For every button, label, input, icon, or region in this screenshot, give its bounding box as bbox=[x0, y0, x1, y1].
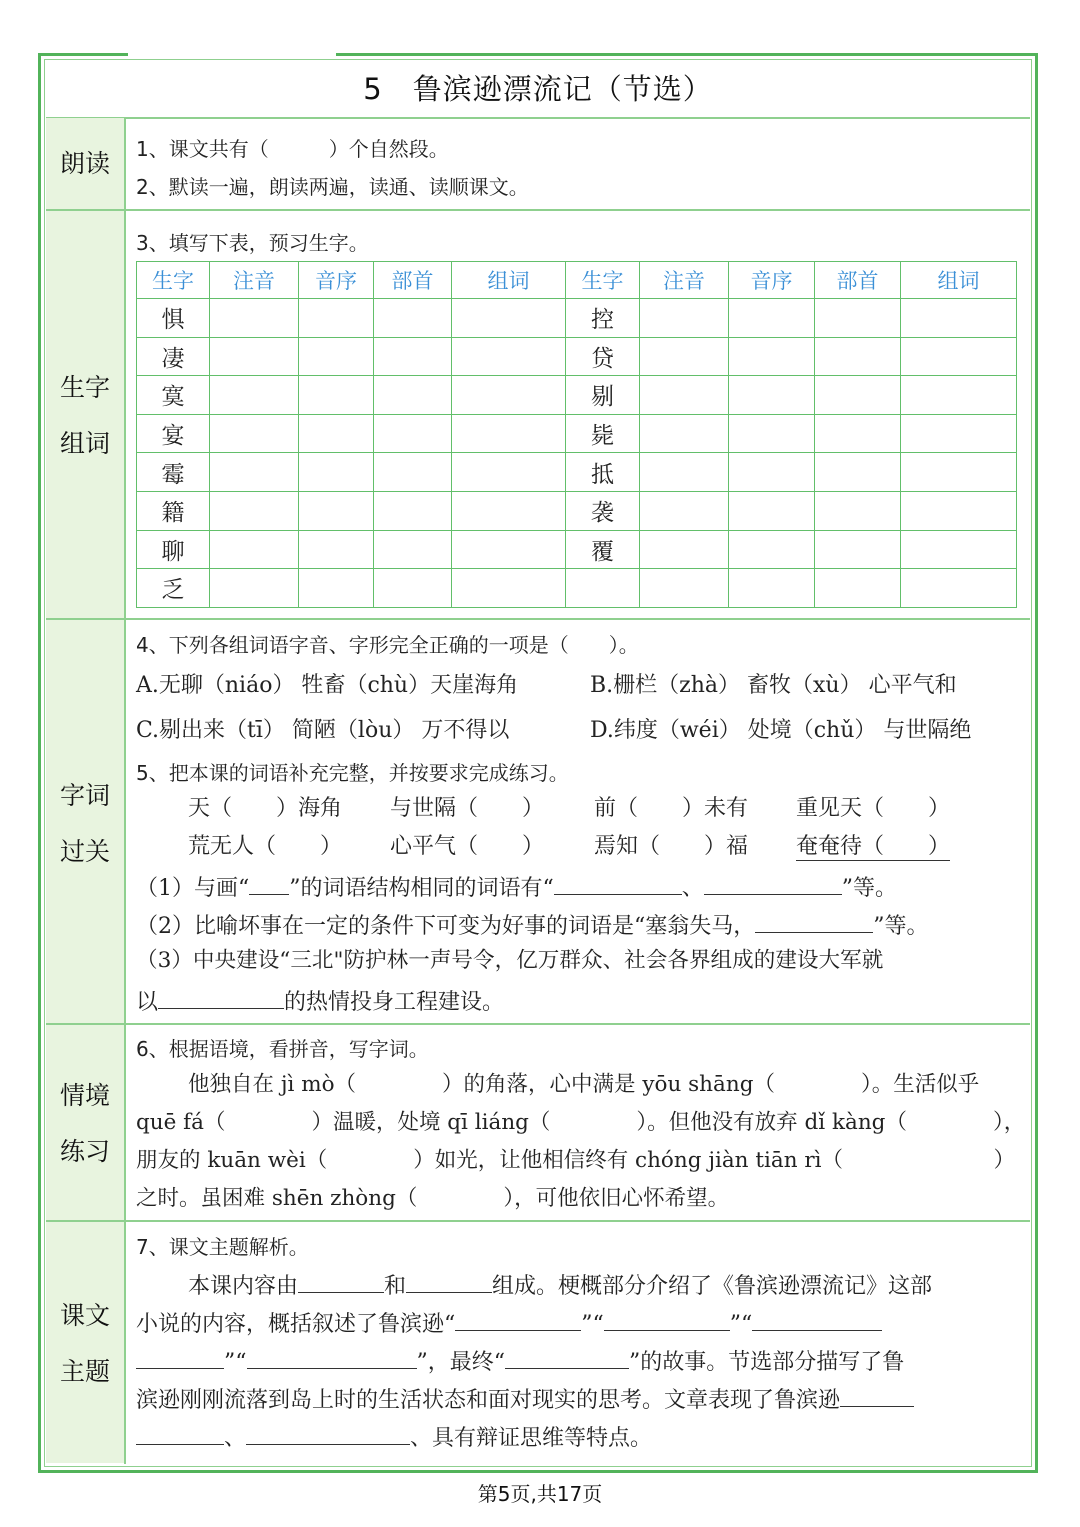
answer-cell[interactable] bbox=[210, 376, 299, 415]
answer-cell[interactable] bbox=[901, 453, 1017, 492]
col-header: 注音 bbox=[640, 262, 729, 299]
answer-cell[interactable] bbox=[729, 530, 815, 569]
answer-blank[interactable] bbox=[704, 872, 842, 895]
text-span: （1）与画“ bbox=[136, 876, 250, 901]
character-cell: 凄 bbox=[137, 337, 210, 376]
theme-line-4 bbox=[136, 1384, 914, 1414]
character-cell: 覆 bbox=[566, 530, 640, 569]
answer-cell[interactable] bbox=[815, 299, 901, 338]
answer-cell[interactable] bbox=[640, 299, 729, 338]
label-theme-1: 课文 bbox=[59, 1301, 110, 1330]
answer-cell[interactable] bbox=[640, 453, 729, 492]
answer-cell[interactable] bbox=[299, 453, 374, 492]
answer-cell[interactable] bbox=[640, 530, 729, 569]
label-reading: 朗读 bbox=[59, 149, 110, 178]
text-span: ”等。 bbox=[873, 914, 929, 939]
q4-option-b: B.栅栏（zhà） 畜牧（xù） 心平气和 bbox=[590, 673, 957, 698]
fill-item: 焉知（ ）福 bbox=[594, 834, 749, 859]
answer-cell[interactable] bbox=[452, 453, 566, 492]
q7-text: 7、课文主题解析。 bbox=[136, 1235, 309, 1259]
answer-cell[interactable] bbox=[210, 299, 299, 338]
frame-gap bbox=[128, 48, 336, 58]
fill-item: 心平气（ ） bbox=[390, 834, 545, 859]
answer-cell[interactable] bbox=[374, 530, 452, 569]
label-context-1: 情境 bbox=[59, 1081, 110, 1110]
label-words-2: 过关 bbox=[59, 837, 110, 866]
text-span: 和 bbox=[384, 1274, 407, 1299]
character-cell: 控 bbox=[566, 299, 640, 338]
answer-cell[interactable] bbox=[640, 569, 729, 608]
character-cell: 霉 bbox=[137, 453, 210, 492]
answer-cell[interactable] bbox=[729, 299, 815, 338]
q4-text: 4、下列各组词语字音、字形完全正确的一项是（ ）。 bbox=[136, 633, 639, 657]
answer-blank[interactable] bbox=[752, 1308, 882, 1331]
context-line-2: quē fá（ ）温暖，处境 qī liáng（ ）。但他没有放弃 dǐ kàng（ ）， bbox=[136, 1110, 1026, 1135]
answer-cell[interactable] bbox=[374, 453, 452, 492]
q4-option-a: A.无聊（niáo） 牲畜（chù）天崖海角 bbox=[136, 673, 519, 698]
theme-line-1 bbox=[188, 1270, 932, 1300]
answer-cell[interactable] bbox=[729, 376, 815, 415]
fill-item: 前（ ）未有 bbox=[594, 796, 749, 821]
answer-cell[interactable] bbox=[210, 337, 299, 376]
character-cell: 寞 bbox=[137, 376, 210, 415]
q4-option-c: C.剔出来（tī） 简陋（lòu） 万不得以 bbox=[136, 718, 510, 743]
answer-cell[interactable] bbox=[815, 491, 901, 530]
text-span: 组成。梗概部分介绍了《鲁滨逊漂流记》这部 bbox=[492, 1274, 933, 1299]
answer-blank[interactable] bbox=[158, 986, 284, 1009]
answer-cell[interactable] bbox=[452, 337, 566, 376]
character-cell: 抵 bbox=[566, 453, 640, 492]
answer-cell[interactable] bbox=[901, 337, 1017, 376]
answer-blank[interactable] bbox=[136, 1346, 224, 1369]
divider bbox=[46, 209, 1030, 211]
text-span: 、 bbox=[681, 876, 704, 901]
table-row bbox=[137, 414, 1017, 453]
character-cell: 贷 bbox=[566, 337, 640, 376]
q5-text: 5、把本课的词语补充完整，并按要求完成练习。 bbox=[136, 761, 569, 785]
col-header: 生字 bbox=[137, 262, 210, 299]
answer-cell[interactable] bbox=[299, 414, 374, 453]
text-span: 滨逊刚刚流落到岛上时的生活状态和面对现实的思考。文章表现了鲁滨逊 bbox=[136, 1388, 841, 1413]
answer-blank[interactable] bbox=[136, 1422, 224, 1445]
answer-cell[interactable] bbox=[901, 569, 1017, 608]
divider bbox=[46, 618, 1030, 620]
fill-item: 与世隔（ ） bbox=[390, 796, 545, 821]
theme-line-5 bbox=[136, 1422, 652, 1452]
character-cell: 剔 bbox=[566, 376, 640, 415]
table-header-row bbox=[137, 262, 1017, 299]
answer-cell[interactable] bbox=[640, 337, 729, 376]
answer-cell[interactable] bbox=[210, 453, 299, 492]
answer-cell[interactable] bbox=[452, 376, 566, 415]
table-row bbox=[137, 337, 1017, 376]
answer-cell[interactable] bbox=[210, 414, 299, 453]
answer-cell[interactable] bbox=[374, 414, 452, 453]
answer-cell[interactable] bbox=[210, 491, 299, 530]
sub-question-3-line1: （3）中央建设“三北"防护林一声号令，亿万群众、社会各界组成的建设大军就 bbox=[136, 948, 884, 973]
table-row bbox=[137, 299, 1017, 338]
answer-blank[interactable] bbox=[604, 1308, 730, 1331]
table-row bbox=[137, 453, 1017, 492]
col-header: 组词 bbox=[452, 262, 566, 299]
text-span: ”的词语结构相同的词语有“ bbox=[289, 876, 554, 901]
answer-blank[interactable] bbox=[554, 872, 682, 895]
character-cell: 惧 bbox=[137, 299, 210, 338]
label-context-2: 练习 bbox=[59, 1137, 110, 1166]
answer-cell[interactable] bbox=[452, 569, 566, 608]
table-row bbox=[137, 491, 1017, 530]
label-words-1: 字词 bbox=[59, 781, 110, 810]
text-span: （2）比喻坏事在一定的条件下可变为好事的词语是“塞翁失马， bbox=[136, 914, 756, 939]
table-row bbox=[137, 530, 1017, 569]
answer-cell[interactable] bbox=[729, 491, 815, 530]
answer-cell[interactable] bbox=[901, 414, 1017, 453]
sub-question-3-line2 bbox=[136, 986, 504, 1016]
answer-cell[interactable] bbox=[901, 376, 1017, 415]
fill-item: 荒无人（ ） bbox=[188, 834, 343, 859]
answer-cell[interactable] bbox=[374, 299, 452, 338]
fill-item: 天（ ）海角 bbox=[188, 796, 343, 821]
sub-question-2 bbox=[136, 910, 929, 940]
text-span: 以 bbox=[136, 990, 159, 1015]
answer-cell[interactable] bbox=[210, 530, 299, 569]
q1-text: 1、课文共有（ ）个自然段。 bbox=[136, 137, 449, 161]
label-characters-1: 生字 bbox=[59, 373, 110, 402]
context-line-4: 之时。虽困难 shēn zhòng（ ），可他依旧心怀希望。 bbox=[136, 1186, 730, 1211]
answer-cell[interactable] bbox=[901, 491, 1017, 530]
character-cell: 籍 bbox=[137, 491, 210, 530]
answer-blank[interactable] bbox=[755, 910, 873, 933]
answer-cell[interactable] bbox=[299, 530, 374, 569]
character-table bbox=[136, 261, 1017, 608]
divider bbox=[46, 1023, 1030, 1025]
q4-option-d: D.纬度（wéi） 处境（chǔ） 与世隔绝 bbox=[590, 718, 972, 743]
text-span: ”“ bbox=[729, 1312, 753, 1337]
label-column-divider bbox=[124, 118, 126, 1464]
text-span: ”“ bbox=[224, 1350, 247, 1375]
answer-cell[interactable] bbox=[815, 414, 901, 453]
answer-cell[interactable] bbox=[299, 376, 374, 415]
answer-cell[interactable] bbox=[729, 453, 815, 492]
character-cell: 毙 bbox=[566, 414, 640, 453]
answer-cell[interactable] bbox=[374, 376, 452, 415]
text-span: ”的故事。节选部分描写了鲁 bbox=[629, 1350, 905, 1375]
answer-cell[interactable] bbox=[452, 530, 566, 569]
answer-blank[interactable] bbox=[246, 1422, 410, 1445]
answer-cell[interactable] bbox=[299, 337, 374, 376]
answer-cell[interactable] bbox=[815, 530, 901, 569]
theme-line-3 bbox=[136, 1346, 904, 1376]
col-header: 组词 bbox=[901, 262, 1017, 299]
character-cell bbox=[566, 569, 640, 608]
q2-text: 2、默读一遍，朗读两遍，读通、读顺课文。 bbox=[136, 175, 529, 199]
col-header: 部首 bbox=[815, 262, 901, 299]
q3-text: 3、填写下表，预习生字。 bbox=[136, 231, 369, 255]
answer-cell[interactable] bbox=[452, 414, 566, 453]
answer-cell[interactable] bbox=[452, 491, 566, 530]
answer-cell[interactable] bbox=[299, 299, 374, 338]
answer-blank[interactable] bbox=[455, 1308, 581, 1331]
answer-cell[interactable] bbox=[374, 337, 452, 376]
answer-cell[interactable] bbox=[299, 491, 374, 530]
context-line-1: 他独自在 jì mò（ ）的角落，心中满是 yōu shāng（ ）。生活似乎 bbox=[188, 1072, 980, 1097]
text-span: ”“ bbox=[581, 1312, 604, 1337]
divider bbox=[46, 117, 1030, 119]
answer-blank[interactable] bbox=[249, 872, 289, 895]
answer-cell[interactable] bbox=[815, 569, 901, 608]
col-header: 注音 bbox=[210, 262, 299, 299]
col-header: 生字 bbox=[566, 262, 640, 299]
answer-blank[interactable] bbox=[505, 1346, 629, 1369]
answer-cell[interactable] bbox=[210, 569, 299, 608]
answer-cell[interactable] bbox=[901, 299, 1017, 338]
theme-line-2 bbox=[136, 1308, 882, 1338]
divider bbox=[46, 1220, 1030, 1222]
answer-blank[interactable] bbox=[247, 1346, 417, 1369]
col-header: 音序 bbox=[299, 262, 374, 299]
page-number: 第5页,共17页 bbox=[477, 1482, 603, 1506]
answer-cell[interactable] bbox=[815, 453, 901, 492]
answer-cell[interactable] bbox=[374, 491, 452, 530]
label-theme-2: 主题 bbox=[59, 1357, 110, 1386]
text-span: 、 bbox=[224, 1426, 247, 1451]
answer-cell[interactable] bbox=[729, 337, 815, 376]
answer-cell[interactable] bbox=[640, 376, 729, 415]
answer-cell[interactable] bbox=[452, 299, 566, 338]
answer-blank[interactable] bbox=[840, 1384, 914, 1407]
table-row bbox=[137, 376, 1017, 415]
col-header: 部首 bbox=[374, 262, 452, 299]
context-line-3: 朋友的 kuān wèi（ ）如光，让他相信终有 chóng jiàn tiān rì（ ） bbox=[136, 1148, 1016, 1173]
q6-text: 6、根据语境，看拼音，写字词。 bbox=[136, 1037, 429, 1061]
character-cell: 聊 bbox=[137, 530, 210, 569]
table-row bbox=[137, 569, 1017, 608]
answer-cell[interactable] bbox=[640, 491, 729, 530]
character-cell: 宴 bbox=[137, 414, 210, 453]
text-span: ”，最终“ bbox=[416, 1350, 505, 1375]
text-span: 、具有辩证思维等特点。 bbox=[410, 1426, 653, 1451]
text-span: 小说的内容，概括叙述了鲁滨逊“ bbox=[136, 1312, 456, 1337]
character-cell: 乏 bbox=[137, 569, 210, 608]
fill-item-underlined: 奄奄待（ ） bbox=[796, 834, 951, 859]
page-title: 5 鲁滨逊漂流记（节选） bbox=[363, 72, 713, 106]
answer-blank[interactable] bbox=[406, 1270, 492, 1293]
label-characters-2: 组词 bbox=[59, 429, 110, 458]
answer-cell[interactable] bbox=[299, 569, 374, 608]
col-header: 音序 bbox=[729, 262, 815, 299]
text-span: 本课内容由 bbox=[188, 1274, 299, 1299]
answer-cell[interactable] bbox=[901, 530, 1017, 569]
sub-question-1 bbox=[136, 872, 897, 902]
answer-blank[interactable] bbox=[298, 1270, 384, 1293]
answer-cell[interactable] bbox=[374, 569, 452, 608]
answer-cell[interactable] bbox=[815, 337, 901, 376]
character-cell: 袭 bbox=[566, 491, 640, 530]
answer-cell[interactable] bbox=[640, 414, 729, 453]
text-span: ”等。 bbox=[841, 876, 898, 901]
fill-item: 重见天（ ） bbox=[796, 796, 951, 821]
text-span: 的热情投身工程建设。 bbox=[284, 990, 505, 1015]
answer-cell[interactable] bbox=[729, 414, 815, 453]
answer-cell[interactable] bbox=[815, 376, 901, 415]
answer-cell[interactable] bbox=[729, 569, 815, 608]
